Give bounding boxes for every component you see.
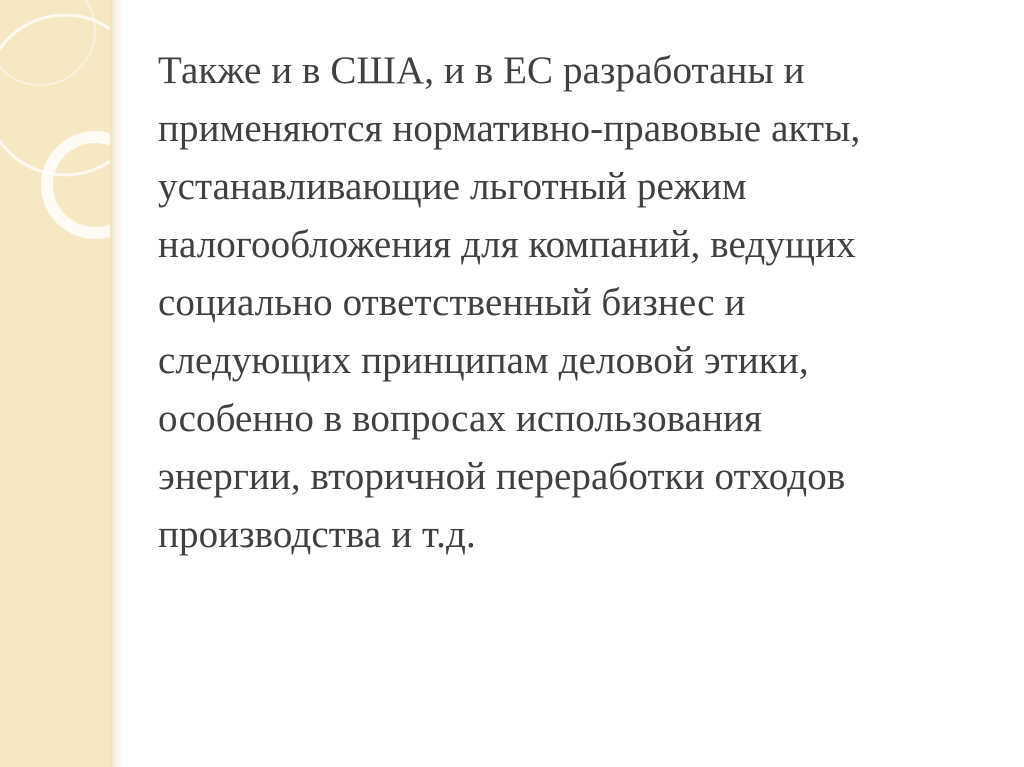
decorative-rings — [0, 0, 110, 767]
decorative-ring-thick — [47, 137, 110, 233]
slide-body-text: Также и в США, и в ЕС разработаны и применяются нормативно-правовые акты, устанавливающие льготный режим налогообложения для компаний, ведущих социально ответственный бизнес и следующих принципам деловой этики, особенно в вопросах использования энергии, вторичной переработки отходов производства и т.д. — [158, 49, 861, 556]
band-shadow — [114, 0, 124, 767]
decorative-ring-small — [0, 0, 95, 85]
decorative-side-band — [0, 0, 110, 767]
